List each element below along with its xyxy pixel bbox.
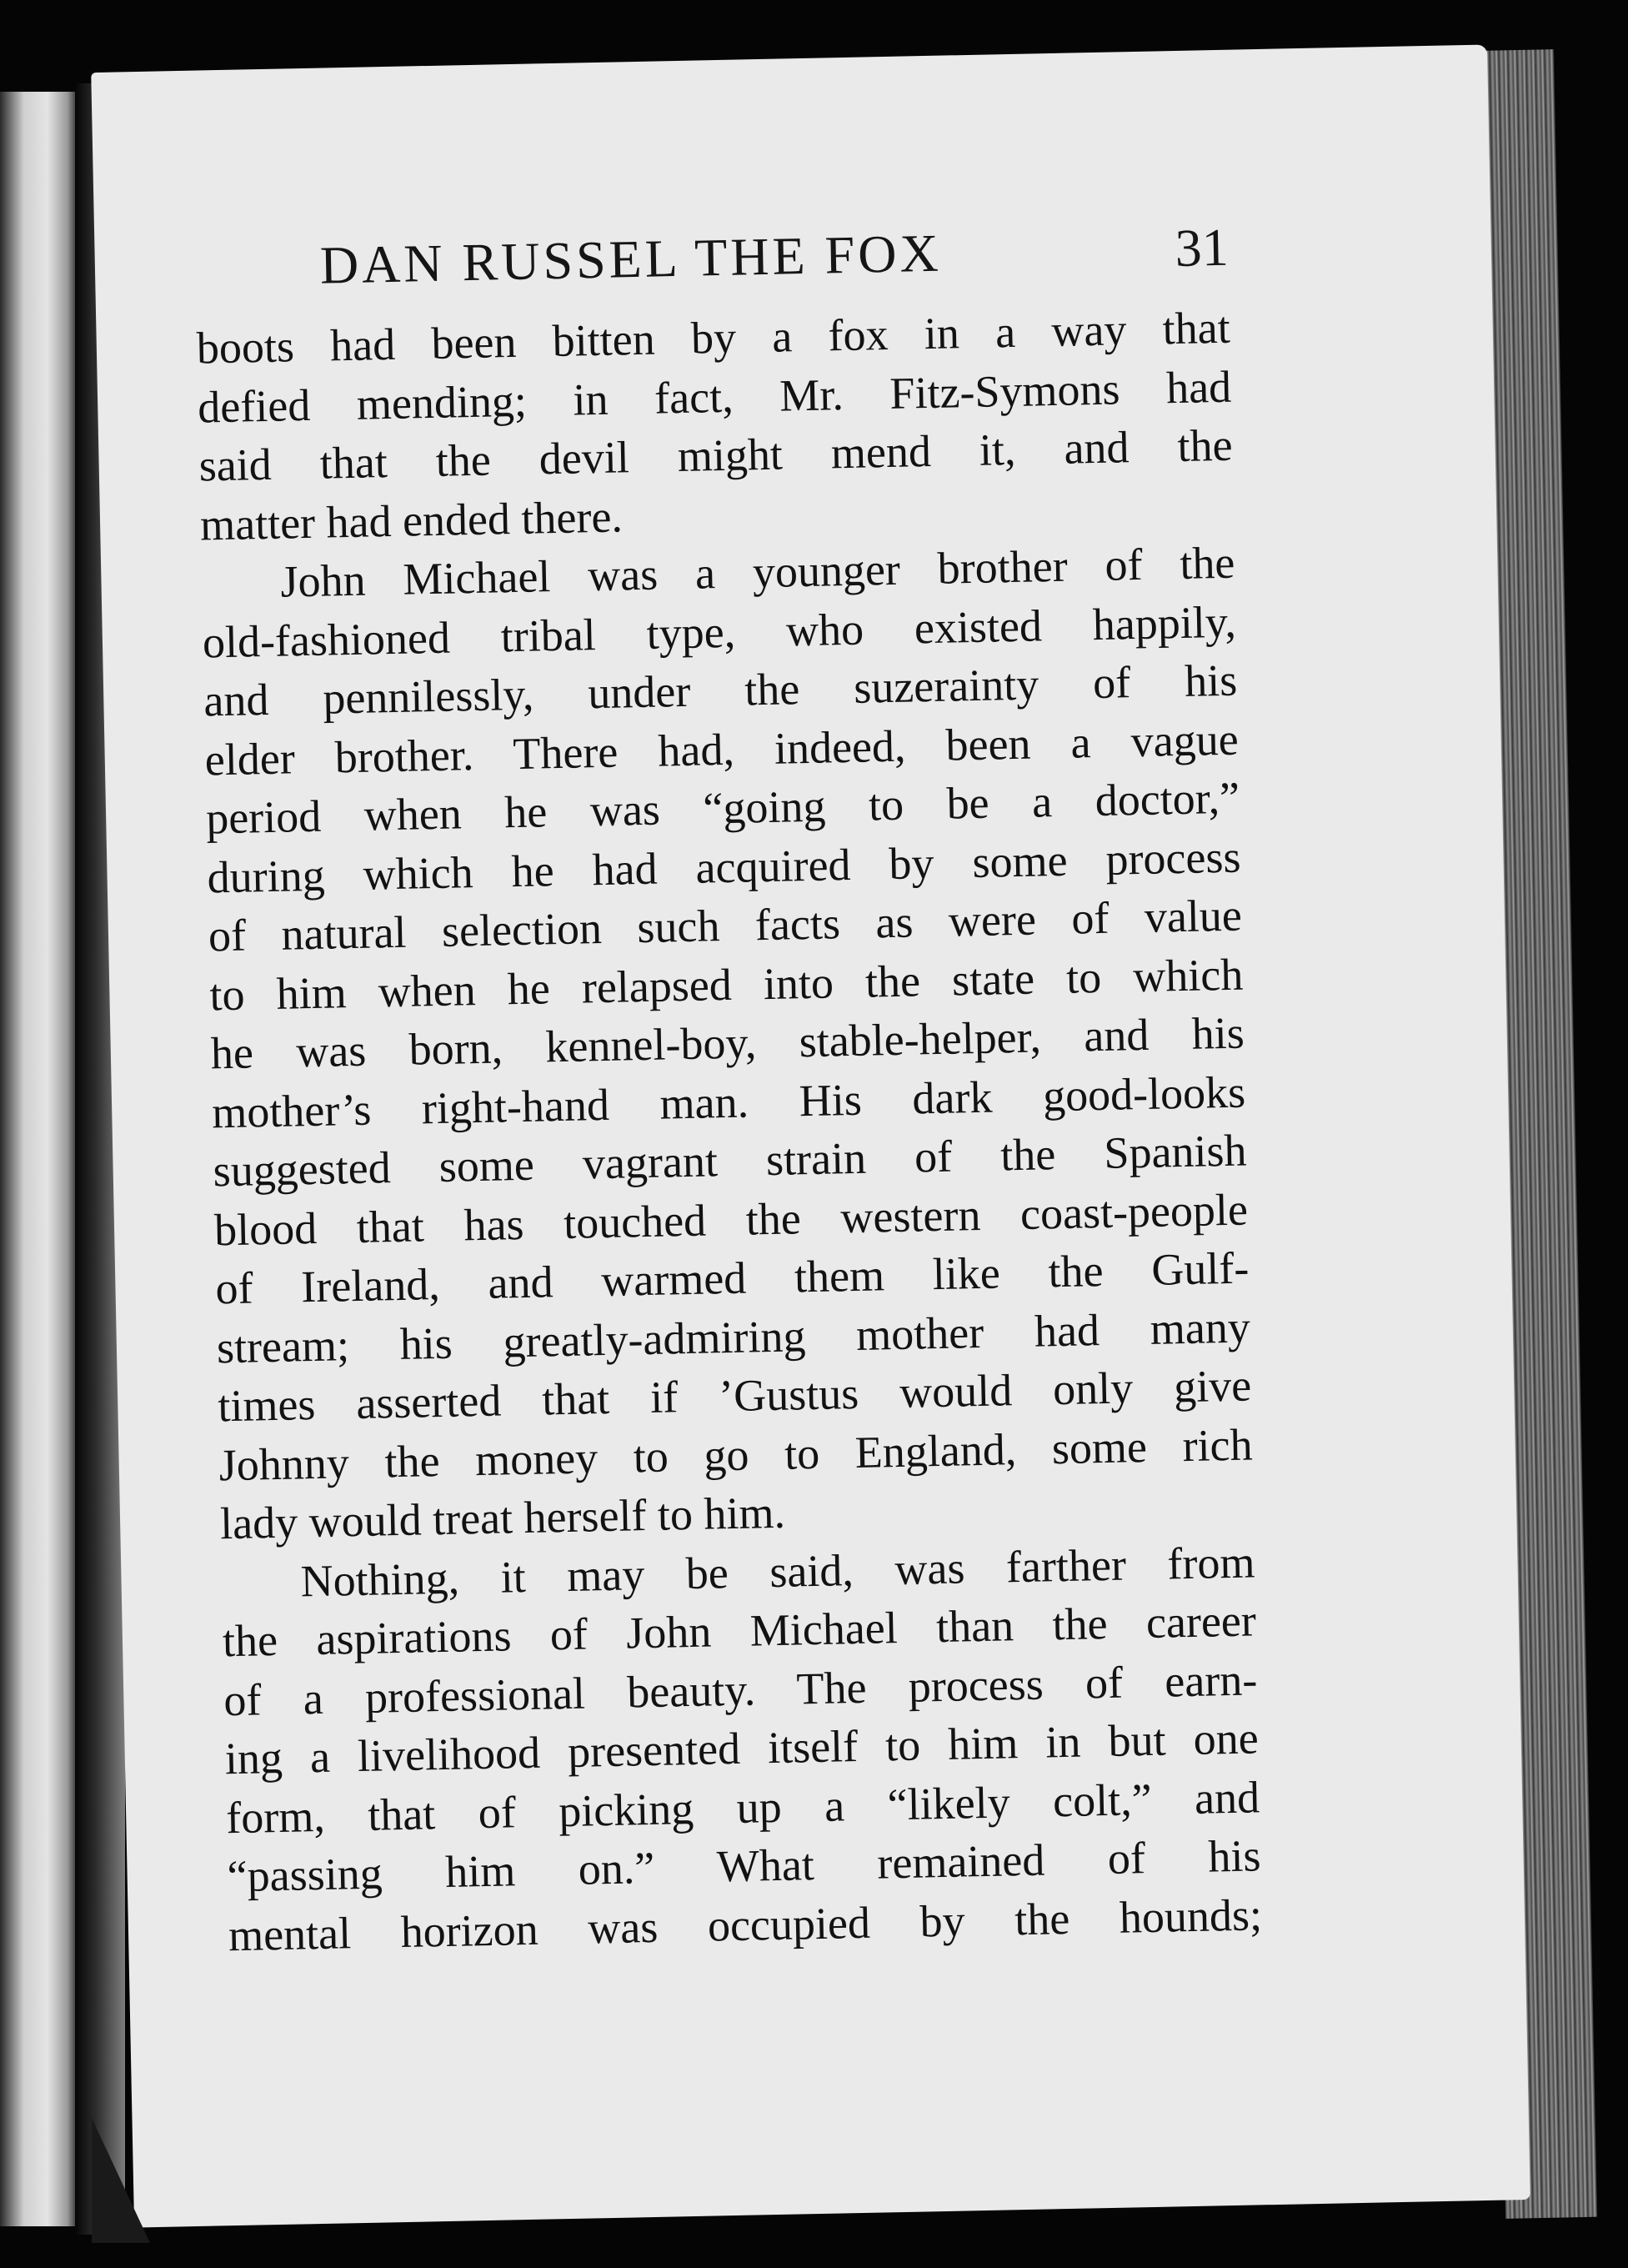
text-line: blood that has touched the western coast-people: [213, 1183, 1249, 1255]
text-line: “passing him on.” What remained of his: [227, 1830, 1262, 1902]
text-line: the aspirations of John Michael than the career: [222, 1595, 1257, 1667]
text-line: during which he had acquired by some process: [207, 831, 1241, 902]
text-line: mother’s right-hand man. His dark good-looks: [211, 1066, 1246, 1137]
text-line: he was born, kennel-boy, stable-helper, and his: [210, 1007, 1245, 1079]
book-page: [91, 44, 1530, 2227]
running-head: [194, 217, 1230, 313]
text-line: said that the devil might mend it, and the: [198, 419, 1234, 491]
text-line: Johnny the money to go to England, some rich: [218, 1418, 1254, 1490]
page-corner-curl: [92, 2118, 150, 2243]
text-line: defied mending; in fact, Mr. Fitz-Symons had: [197, 361, 1232, 433]
text-line: elder brother. There had, indeed, been a vague: [204, 714, 1240, 785]
text-line: old-fashioned tribal type, who existed happily,: [202, 596, 1237, 668]
text-line: times asserted that if ’Gustus would only give: [217, 1360, 1252, 1432]
text-line: John Michael was a younger brother of the: [279, 537, 1235, 607]
text-line: suggested some vagrant strain of the Spanish: [213, 1125, 1248, 1197]
text-line: boots had been bitten by a fox in a way that: [196, 302, 1231, 374]
body-text: [196, 299, 1262, 1964]
text-block: [194, 217, 1262, 1964]
text-line: lady would treat herself to him.: [219, 1487, 786, 1549]
text-line: of Ireland, and warmed them like the Gulf-: [214, 1242, 1250, 1314]
text-line: stream; his greatly-admiring mother had many: [216, 1301, 1251, 1372]
running-title: DAN RUSSEL THE FOX: [319, 223, 943, 295]
text-line: mental horizon was occupied by the hounds;: [228, 1889, 1263, 1960]
text-line: of natural selection such facts as were of value: [208, 890, 1243, 961]
text-line: matter had ended there.: [199, 490, 624, 550]
text-line: Nothing, it may be said, was farther from: [299, 1536, 1255, 1606]
text-line: period when he was “going to be a doctor,”: [205, 772, 1240, 844]
text-line: of a professional beauty. The process of earn-: [223, 1653, 1258, 1725]
page-number: 31: [1175, 217, 1230, 278]
text-line: to him when he relapsed into the state to which: [208, 949, 1244, 1020]
text-line: ing a livelihood presented itself to him in but one: [224, 1713, 1260, 1784]
left-page-edge: [0, 92, 79, 2226]
text-line: and pennilessly, under the suzerainty of his: [203, 655, 1238, 726]
text-line: form, that of picking up a “likely colt,” and: [225, 1771, 1260, 1843]
